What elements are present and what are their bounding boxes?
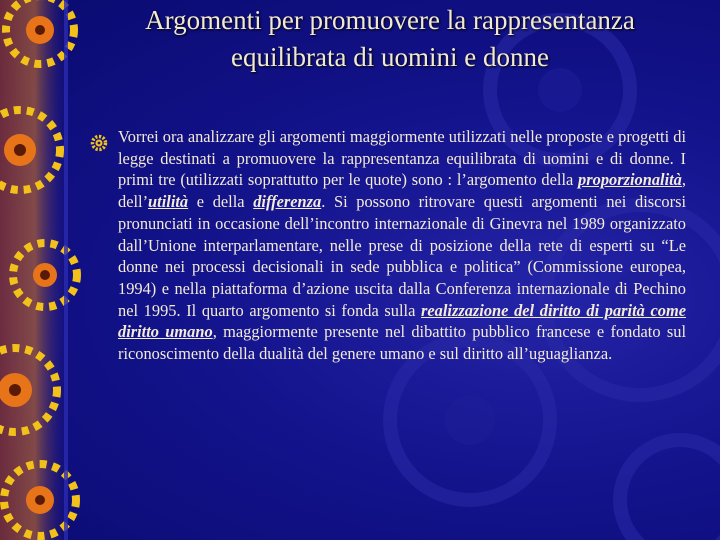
bullet-text-segment: Vorrei ora analizzare gli argomenti maggiormente utilizzati nelle proposte e progetti di legge destinati a promuovere la rappresentanza equilibrata di uomini e di donne. I primi tre (utilizzati soprattutto per le quote) sono : l’argomento della — [118, 127, 686, 190]
bullet-text-segment: . Si possono ritrovare questi argomenti nei discorsi pronunciati in occasione dell’incontro internazionale di Ginevra nel 1989 organizzato dall’Unione interparlamentare, nelle prese di posizione della rete di esperti su “Le donne nei processi decisionali in sede pubblica e politica” (Commissione europea, 1994) e nella piattaforma d’azione uscita dalla Conferenza internazionale di Pechino nel 1995. Il quarto argomento si fonda sulla — [118, 192, 686, 320]
slide-title: Argomenti per promuovere la rappresentanza equilibrata di uomini e donne — [145, 5, 635, 72]
emphasis-diritto-parita: realizzazione del diritto di parità come diritto umano — [118, 300, 686, 342]
emphasis-differenza: differenza — [253, 192, 322, 212]
bullet-text — [118, 126, 686, 365]
gear-bullet-icon — [90, 134, 108, 152]
emphasis-proporzionalita: proporzionalità — [578, 170, 682, 190]
bullet-text-segment: , maggiormente presente nel dibattito pubblico francese e fondato sul riconoscimento della dualità del genere umano e sul diritto all’uguaglianza. — [118, 322, 686, 364]
bullet-text-segment: , dell’ — [118, 170, 686, 212]
emphasis-utilita: utilità — [148, 192, 189, 212]
bullet-text-segment: e della — [188, 192, 254, 212]
gear-strip-decoration — [0, 0, 120, 540]
